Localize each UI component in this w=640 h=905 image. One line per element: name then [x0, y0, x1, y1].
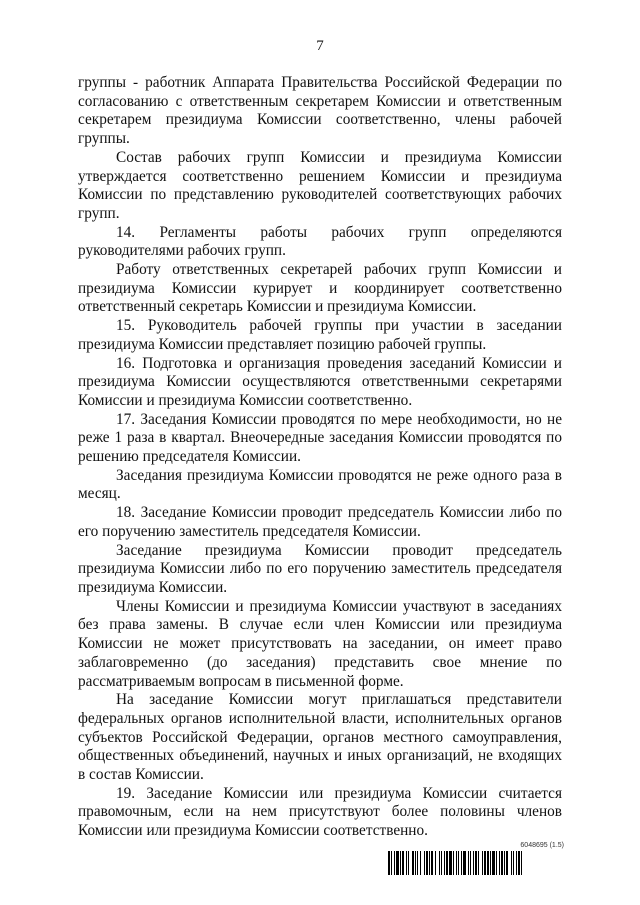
- document-code: 6048695 (1.5): [520, 842, 564, 849]
- paragraph-2: Состав рабочих групп Комиссии и президиума Комиссии утверждается соответственно решением Комиссии и президиума Комиссии по представлению руководителей соответствующих рабочих групп.: [78, 148, 562, 222]
- barcode-icon: [388, 851, 564, 875]
- paragraph-3: 14. Регламенты работы рабочих групп определяются руководителями рабочих групп.: [78, 223, 562, 260]
- paragraph-4: Работу ответственных секретарей рабочих групп Комиссии и президиума Комиссии курирует и координирует соответственно ответственный секретарь Комиссии и президиума Комиссии.: [78, 261, 562, 316]
- paragraph-10: Заседание президиума Комиссии проводит председатель президиума Комиссии либо по его поручению заместитель председателя президиума Комиссии.: [78, 541, 562, 596]
- paragraph-7: 17. Заседания Комиссии проводятся по мере необходимости, но не реже 1 раза в квартал. Внеочередные заседания Комиссии проводятся по решению председателя Комиссии.: [78, 410, 562, 466]
- paragraph-1: группы - работник Аппарата Правительства Российской Федерации по согласованию с ответственным секретарем Комиссии и ответственным секретарем президиума Комиссии соответственно, члены рабочей группы.: [78, 74, 562, 148]
- barcode-bar: [522, 851, 525, 875]
- page-number: 7: [316, 38, 324, 54]
- paragraph-5: 15. Руководитель рабочей группы при участии в заседании президиума Комиссии представляет позицию рабочей группы.: [78, 317, 562, 353]
- paragraph-12: На заседание Комиссии могут приглашаться представители федеральных органов исполнительной власти, исполнительных органов субъектов Российской Федерации, органов местного самоуправления, общественных объединений, научных и иных организаций, не входящих в состав Комиссии.: [78, 691, 562, 784]
- paragraph-6: 16. Подготовка и организация проведения заседаний Комиссии и президиума Комиссии осуществляются ответственными секретарями Комиссии и президиума Комиссии соответственно.: [78, 354, 562, 409]
- paragraph-9: 18. Заседание Комиссии проводит председатель Комиссии либо по его поручению заместитель председателя Комиссии.: [78, 504, 562, 540]
- paragraph-8: Заседания президиума Комиссии проводятся не реже одного раза в месяц.: [78, 466, 562, 503]
- paragraph-13: 19. Заседание Комиссии или президиума Комиссии считается правомочным, если на нем присутствуют более половины членов Комиссии или президиума Комиссии соответственно.: [78, 784, 562, 840]
- document-body: [78, 74, 562, 841]
- paragraph-11: Члены Комиссии и президиума Комиссии участвуют в заседаниях без права замены. В случае если член Комиссии или президиума Комиссии не может присутствовать на заседании, он имеет право заблаговременно (до заседания) представить свое мнение по рассматриваемым вопросам в письменной форме.: [78, 597, 562, 690]
